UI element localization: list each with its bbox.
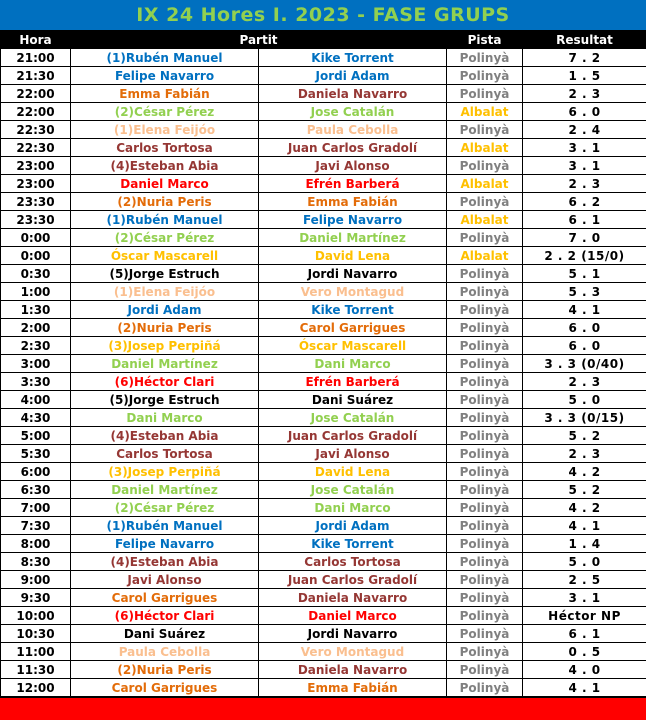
table-row <box>1 121 646 139</box>
table-row <box>1 481 646 499</box>
table-row <box>1 85 646 103</box>
resultat-cell: 7 . 2 <box>523 49 646 67</box>
hora-cell: 5:30 <box>1 445 71 463</box>
team-2-cell: David Lena <box>259 247 447 265</box>
pista-cell: Polinyà <box>447 337 523 355</box>
team-1-cell: Paula Cebolla <box>71 643 259 661</box>
resultat-cell: 5 . 2 <box>523 481 646 499</box>
resultat-cell: 2 . 3 <box>523 445 646 463</box>
resultat-cell: 1 . 5 <box>523 67 646 85</box>
resultat-cell: 4 . 0 <box>523 661 646 679</box>
hora-cell: 4:00 <box>1 391 71 409</box>
team-1-cell: (6)Héctor Clari <box>71 607 259 625</box>
team-1-cell: Dani Suárez <box>71 625 259 643</box>
team-2-cell: Jordi Adam <box>259 67 447 85</box>
team-1-cell: (1)Elena Feijóo <box>71 283 259 301</box>
table-row <box>1 625 646 643</box>
team-1-cell: (4)Esteban Abia <box>71 553 259 571</box>
pista-cell: Polinyà <box>447 553 523 571</box>
header-partit: Partit <box>71 31 447 49</box>
pista-cell: Polinyà <box>447 643 523 661</box>
resultat-cell: 2 . 2 (15/0) <box>523 247 646 265</box>
table-row <box>1 211 646 229</box>
team-2-cell: Jordi Navarro <box>259 625 447 643</box>
hora-cell: 12:00 <box>1 679 71 697</box>
team-1-cell: (1)Rubén Manuel <box>71 49 259 67</box>
table-row <box>1 589 646 607</box>
hora-cell: 22:00 <box>1 103 71 121</box>
pista-cell: Polinyà <box>447 121 523 139</box>
hora-cell: 4:30 <box>1 409 71 427</box>
pista-cell: Polinyà <box>447 517 523 535</box>
table-row <box>1 265 646 283</box>
team-1-cell: (2)César Pérez <box>71 229 259 247</box>
team-2-cell: Jose Catalán <box>259 409 447 427</box>
team-2-cell: Óscar Mascarell <box>259 337 447 355</box>
hora-cell: 3:00 <box>1 355 71 373</box>
team-2-cell: Kike Torrent <box>259 301 447 319</box>
team-1-cell: Carlos Tortosa <box>71 139 259 157</box>
header-resultat: Resultat <box>523 31 646 49</box>
hora-cell: 23:30 <box>1 193 71 211</box>
team-1-cell: (5)Jorge Estruch <box>71 391 259 409</box>
hora-cell: 10:00 <box>1 607 71 625</box>
resultat-cell: 0 . 5 <box>523 643 646 661</box>
resultat-cell: 4 . 2 <box>523 463 646 481</box>
table-row <box>1 337 646 355</box>
table-row <box>1 571 646 589</box>
hora-cell: 10:30 <box>1 625 71 643</box>
pista-cell: Polinyà <box>447 391 523 409</box>
hora-cell: 23:30 <box>1 211 71 229</box>
pista-cell: Polinyà <box>447 661 523 679</box>
table-row <box>1 553 646 571</box>
resultat-cell: Héctor NP <box>523 607 646 625</box>
team-2-cell: Jose Catalán <box>259 103 447 121</box>
pista-cell: Albalat <box>447 103 523 121</box>
hora-cell: 2:30 <box>1 337 71 355</box>
resultat-cell: 2 . 3 <box>523 175 646 193</box>
team-2-cell: Jordi Navarro <box>259 265 447 283</box>
pista-cell: Polinyà <box>447 373 523 391</box>
team-1-cell: (1)Rubén Manuel <box>71 211 259 229</box>
pista-cell: Polinyà <box>447 49 523 67</box>
table-row <box>1 139 646 157</box>
table-row <box>1 247 646 265</box>
hora-cell: 1:30 <box>1 301 71 319</box>
resultat-cell: 2 . 3 <box>523 85 646 103</box>
header-hora: Hora <box>1 31 71 49</box>
pista-cell: Polinyà <box>447 427 523 445</box>
resultat-cell: 4 . 1 <box>523 517 646 535</box>
table-row <box>1 499 646 517</box>
team-2-cell: Juan Carlos Gradolí <box>259 139 447 157</box>
pista-cell: Albalat <box>447 139 523 157</box>
pista-cell: Polinyà <box>447 535 523 553</box>
resultat-cell: 5 . 2 <box>523 427 646 445</box>
team-2-cell: Jordi Adam <box>259 517 447 535</box>
pista-cell: Polinyà <box>447 571 523 589</box>
pista-cell: Polinyà <box>447 157 523 175</box>
pista-cell: Polinyà <box>447 607 523 625</box>
resultat-cell: 3 . 3 (0/15) <box>523 409 646 427</box>
resultat-cell: 2 . 5 <box>523 571 646 589</box>
team-1-cell: Felipe Navarro <box>71 67 259 85</box>
hora-cell: 6:30 <box>1 481 71 499</box>
pista-cell: Polinyà <box>447 679 523 697</box>
resultat-cell: 7 . 0 <box>523 229 646 247</box>
team-2-cell: Kike Torrent <box>259 535 447 553</box>
hora-cell: 9:00 <box>1 571 71 589</box>
hora-cell: 21:00 <box>1 49 71 67</box>
team-2-cell: Carlos Tortosa <box>259 553 447 571</box>
pista-cell: Polinyà <box>447 67 523 85</box>
resultat-cell: 6 . 1 <box>523 211 646 229</box>
hora-cell: 0:30 <box>1 265 71 283</box>
hora-cell: 23:00 <box>1 157 71 175</box>
pista-cell: Polinyà <box>447 193 523 211</box>
team-2-cell: Carol Garrigues <box>259 319 447 337</box>
team-2-cell: Emma Fabián <box>259 679 447 697</box>
team-1-cell: Emma Fabián <box>71 85 259 103</box>
table-row <box>1 103 646 121</box>
hora-cell: 22:00 <box>1 85 71 103</box>
team-1-cell: Felipe Navarro <box>71 535 259 553</box>
pista-cell: Polinyà <box>447 265 523 283</box>
resultat-cell: 3 . 3 (0/40) <box>523 355 646 373</box>
pista-cell: Polinyà <box>447 319 523 337</box>
hora-cell: 22:30 <box>1 139 71 157</box>
table-row <box>1 445 646 463</box>
team-1-cell: (3)Josep Perpiñá <box>71 463 259 481</box>
table-row <box>1 175 646 193</box>
pista-cell: Albalat <box>447 211 523 229</box>
pista-cell: Polinyà <box>447 481 523 499</box>
team-2-cell: Dani Marco <box>259 499 447 517</box>
hora-cell: 7:30 <box>1 517 71 535</box>
team-1-cell: (2)Nuria Peris <box>71 193 259 211</box>
pista-cell: Polinyà <box>447 463 523 481</box>
team-1-cell: (4)Esteban Abia <box>71 427 259 445</box>
pista-cell: Polinyà <box>447 85 523 103</box>
hora-cell: 0:00 <box>1 229 71 247</box>
resultat-cell: 1 . 4 <box>523 535 646 553</box>
table-row <box>1 229 646 247</box>
team-2-cell: Efrén Barberá <box>259 175 447 193</box>
table-row <box>1 283 646 301</box>
team-2-cell: Efrén Barberá <box>259 373 447 391</box>
table-row <box>1 193 646 211</box>
team-2-cell: Daniel Martínez <box>259 229 447 247</box>
table-row <box>1 67 646 85</box>
team-2-cell: Daniel Marco <box>259 607 447 625</box>
team-1-cell: Óscar Mascarell <box>71 247 259 265</box>
table-row <box>1 679 646 697</box>
team-1-cell: Carol Garrigues <box>71 679 259 697</box>
page-title: IX 24 Hores I. 2023 - FASE GRUPS <box>0 0 646 30</box>
team-1-cell: Carlos Tortosa <box>71 445 259 463</box>
resultat-cell: 5 . 0 <box>523 553 646 571</box>
pista-cell: Polinyà <box>447 445 523 463</box>
hora-cell: 21:30 <box>1 67 71 85</box>
resultat-cell: 2 . 3 <box>523 373 646 391</box>
resultat-cell: 6 . 2 <box>523 193 646 211</box>
table-row <box>1 607 646 625</box>
pista-cell: Polinyà <box>447 229 523 247</box>
resultat-cell: 6 . 1 <box>523 625 646 643</box>
team-1-cell: Daniel Martínez <box>71 481 259 499</box>
pista-cell: Polinyà <box>447 625 523 643</box>
team-2-cell: Vero Montagud <box>259 643 447 661</box>
team-1-cell: (2)Nuria Peris <box>71 661 259 679</box>
hora-cell: 5:00 <box>1 427 71 445</box>
table-row <box>1 301 646 319</box>
pista-cell: Polinyà <box>447 589 523 607</box>
team-2-cell: Paula Cebolla <box>259 121 447 139</box>
hora-cell: 2:00 <box>1 319 71 337</box>
team-2-cell: Dani Marco <box>259 355 447 373</box>
resultat-cell: 5 . 0 <box>523 391 646 409</box>
team-1-cell: (1)Rubén Manuel <box>71 517 259 535</box>
header-pista: Pista <box>447 31 523 49</box>
pista-cell: Polinyà <box>447 355 523 373</box>
team-2-cell: David Lena <box>259 463 447 481</box>
team-1-cell: (2)César Pérez <box>71 103 259 121</box>
resultat-cell: 2 . 4 <box>523 121 646 139</box>
table-row <box>1 49 646 67</box>
hora-cell: 3:30 <box>1 373 71 391</box>
team-1-cell: (5)Jorge Estruch <box>71 265 259 283</box>
resultat-cell: 3 . 1 <box>523 139 646 157</box>
table-row <box>1 391 646 409</box>
team-2-cell: Kike Torrent <box>259 49 447 67</box>
team-1-cell: Daniel Martínez <box>71 355 259 373</box>
resultat-cell: 4 . 1 <box>523 679 646 697</box>
team-1-cell: Dani Marco <box>71 409 259 427</box>
team-2-cell: Juan Carlos Gradolí <box>259 427 447 445</box>
team-2-cell: Emma Fabián <box>259 193 447 211</box>
table-row <box>1 535 646 553</box>
resultat-cell: 4 . 2 <box>523 499 646 517</box>
resultat-cell: 3 . 1 <box>523 589 646 607</box>
team-1-cell: Javi Alonso <box>71 571 259 589</box>
hora-cell: 8:00 <box>1 535 71 553</box>
header-row <box>1 31 646 49</box>
table-row <box>1 157 646 175</box>
team-2-cell: Vero Montagud <box>259 283 447 301</box>
resultat-cell: 5 . 1 <box>523 265 646 283</box>
table-row <box>1 409 646 427</box>
team-2-cell: Daniela Navarro <box>259 589 447 607</box>
hora-cell: 1:00 <box>1 283 71 301</box>
team-2-cell: Felipe Navarro <box>259 211 447 229</box>
table-row <box>1 373 646 391</box>
table-row <box>1 463 646 481</box>
pista-cell: Polinyà <box>447 301 523 319</box>
hora-cell: 6:00 <box>1 463 71 481</box>
team-2-cell: Dani Suárez <box>259 391 447 409</box>
pista-cell: Albalat <box>447 175 523 193</box>
pista-cell: Polinyà <box>447 499 523 517</box>
resultat-cell: 6 . 0 <box>523 319 646 337</box>
hora-cell: 11:30 <box>1 661 71 679</box>
team-2-cell: Javi Alonso <box>259 445 447 463</box>
resultat-cell: 5 . 3 <box>523 283 646 301</box>
team-2-cell: Javi Alonso <box>259 157 447 175</box>
team-1-cell: (2)César Pérez <box>71 499 259 517</box>
table-row <box>1 643 646 661</box>
pista-cell: Polinyà <box>447 283 523 301</box>
team-1-cell: Daniel Marco <box>71 175 259 193</box>
team-2-cell: Daniela Navarro <box>259 85 447 103</box>
table-row <box>1 517 646 535</box>
team-1-cell: Jordi Adam <box>71 301 259 319</box>
team-2-cell: Juan Carlos Gradolí <box>259 571 447 589</box>
hora-cell: 0:00 <box>1 247 71 265</box>
team-1-cell: Carol Garrigues <box>71 589 259 607</box>
team-1-cell: (4)Esteban Abia <box>71 157 259 175</box>
table-row <box>1 661 646 679</box>
table-row <box>1 319 646 337</box>
team-1-cell: (1)Elena Feijóo <box>71 121 259 139</box>
resultat-cell: 6 . 0 <box>523 337 646 355</box>
hora-cell: 8:30 <box>1 553 71 571</box>
schedule-rows <box>1 49 646 697</box>
team-1-cell: (3)Josep Perpiñá <box>71 337 259 355</box>
resultat-cell: 6 . 0 <box>523 103 646 121</box>
team-2-cell: Jose Catalán <box>259 481 447 499</box>
schedule-table <box>0 30 646 697</box>
hora-cell: 7:00 <box>1 499 71 517</box>
pista-cell: Albalat <box>447 247 523 265</box>
table-row <box>1 355 646 373</box>
hora-cell: 23:00 <box>1 175 71 193</box>
resultat-cell: 4 . 1 <box>523 301 646 319</box>
team-2-cell: Daniela Navarro <box>259 661 447 679</box>
hora-cell: 22:30 <box>1 121 71 139</box>
hora-cell: 11:00 <box>1 643 71 661</box>
table-row <box>1 427 646 445</box>
resultat-cell: 3 . 1 <box>523 157 646 175</box>
pista-cell: Polinyà <box>447 409 523 427</box>
team-1-cell: (6)Héctor Clari <box>71 373 259 391</box>
team-1-cell: (2)Nuria Peris <box>71 319 259 337</box>
hora-cell: 9:30 <box>1 589 71 607</box>
